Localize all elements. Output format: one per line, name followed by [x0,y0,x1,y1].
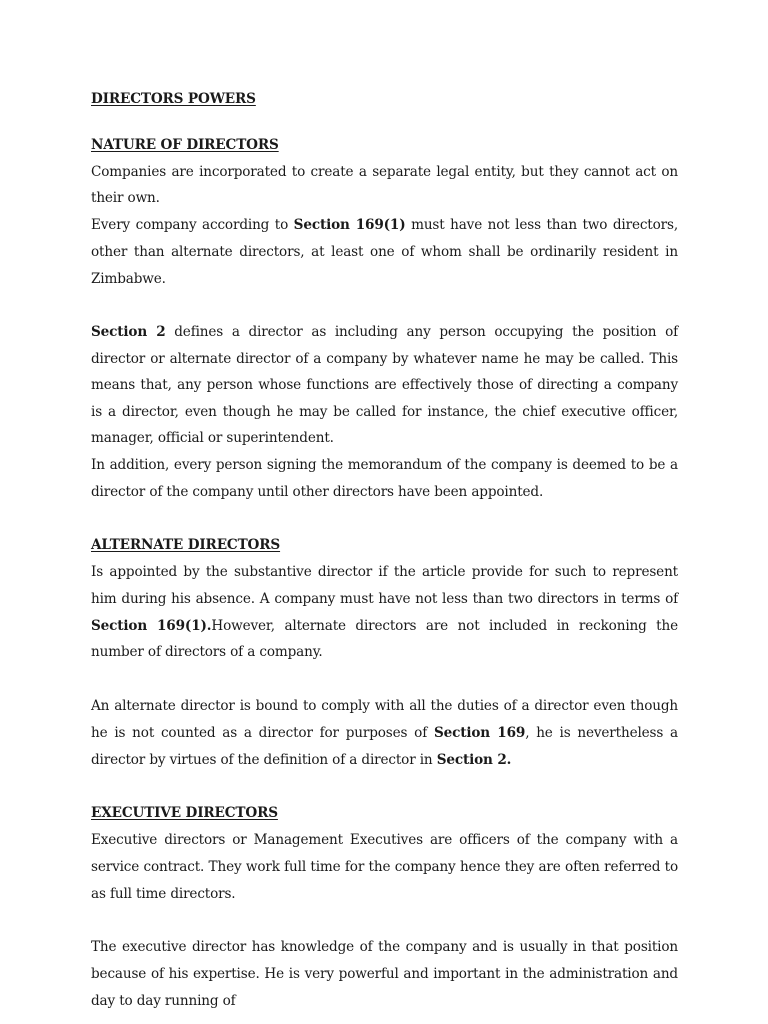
section-reference: Section 169(1). [91,617,212,634]
paragraph-nature-3 [91,319,678,452]
section-reference: Section 169 [433,724,526,741]
spacer [91,907,678,934]
paragraph-nature-2 [91,212,678,292]
section-heading-executive: EXECUTIVE DIRECTORS [91,805,278,822]
spacer [91,293,678,320]
paragraph-executive-1: Executive directors or Management Executives are officers of the company with a service contract. They work full time for the company hence they are often referred to as full time directors. [91,832,678,902]
text-run: , he is nevertheless a director by virtues of the definition of a director in [91,724,678,768]
document-title: DIRECTORS POWERS [91,91,256,107]
section-heading-alternate: ALTERNATE DIRECTORS [91,537,281,554]
text-run: Is appointed by the substantive director if the article provide for such to represent him during his absence. A company must have not less than two directors in terms of [91,564,678,607]
section-reference: Section 2 [91,324,166,341]
paragraph-nature-4: In addition, every person signing the memorandum of the company is deemed to be a director of the company until other directors have been appointed. [91,456,678,500]
text-run: However, alternate directors are not included in reckoning the number of directors of a company. [91,617,678,661]
text-run: defines a director as including any person occupying the position of director or alternate director of a company by whatever name he may be called. This means that, any person whose functions are effectively those of directing a company is a director, even though he may be called for instance, the chief executive officer, manager, official or superintendent. [91,324,678,447]
text-run: must have not less than two directors, other than alternate directors, at least one of whom shall be ordinarily resident in Zimbabwe. [91,217,679,287]
paragraph-alternate-1 [91,559,678,666]
spacer [91,505,678,532]
paragraph-alternate-2 [91,693,678,773]
paragraph-executive-2: The executive director has knowledge of the company and is usually in that position because of his expertise. He is very powerful and important in the administration and day to day running of [91,939,678,1009]
paragraph-nature-1: Companies are incorporated to create a separate legal entity, but they cannot act on their own. [91,163,678,207]
text-run: An alternate director is bound to comply with all the duties of a director even though he is not counted as a director for purposes of [91,698,678,741]
section-reference: Section 169(1) [293,217,406,234]
text-run: Every company according to [91,217,294,234]
document-page [91,86,678,1015]
spacer [91,113,678,132]
spacer [91,666,678,693]
section-reference: Section 2. [436,751,512,768]
spacer [91,773,678,800]
section-heading-nature: NATURE OF DIRECTORS [91,136,279,153]
